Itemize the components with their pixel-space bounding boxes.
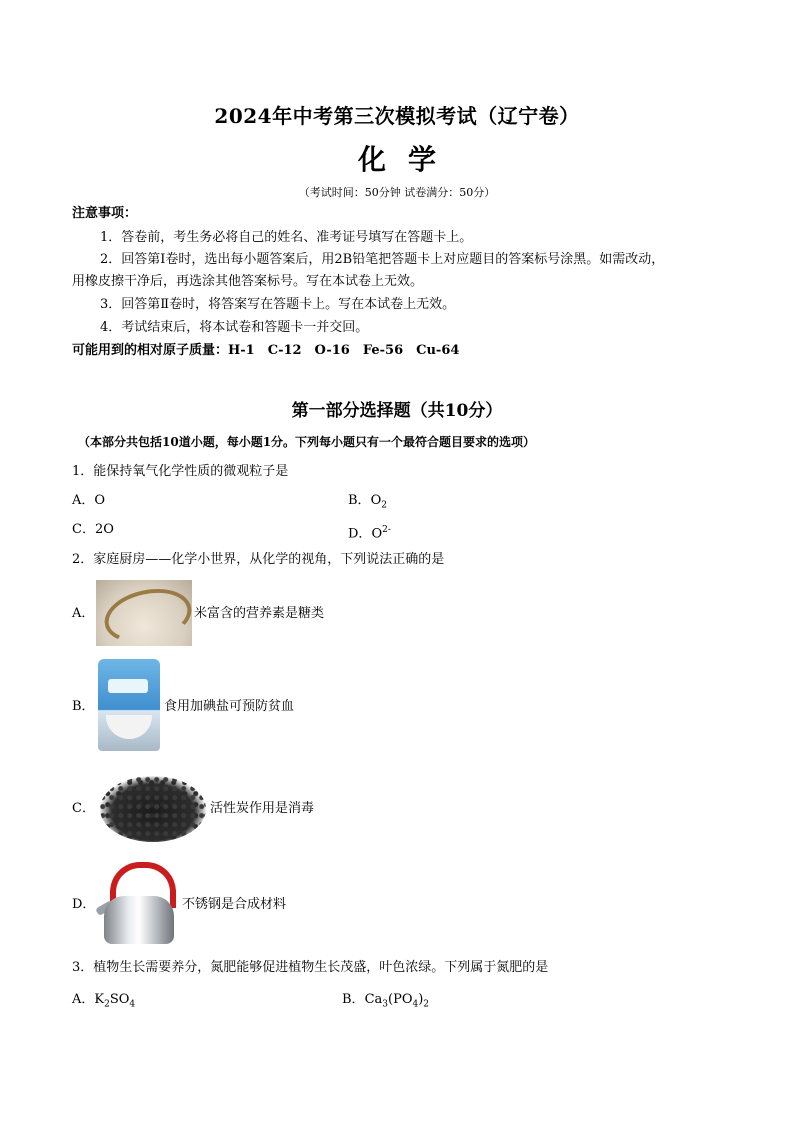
q1-option-c [72,520,114,540]
q2-b-label: B． [72,699,95,714]
notice-item-2: 2．回答第Ⅰ卷时，选出每小题答案后，用2B铅笔把答题卡上对应题目的答案标号涂黑。如需改动， [100,252,665,267]
q3-b-close: ) [418,992,424,1007]
atomic-masses: 可能用到的相对原子质量：H-1 C-12 O-16 Fe-56 Cu-64 [72,343,460,358]
q3-stem: 3．植物生长需要养分，氮肥能够促进植物生长茂盛，叶色浓绿。下列属于氮肥的是 [72,960,549,975]
q2-a-label: A． [72,606,95,621]
q3-b-label: B． [342,992,365,1007]
q1-option-a [72,491,105,511]
notice-item-4: 4．考试结束后，将本试卷和答题卡一并交回。 [100,320,369,335]
section-instruction: （本部分共包括10道小题，每小题1分。下列每小题只有一个最符合题目要求的选项） [78,435,536,449]
q2-a-text: 米富含的营养素是糖类 [194,606,325,621]
activated-carbon-image [96,770,210,848]
rice-image [96,580,192,646]
salt-bag-image [96,657,162,753]
exam-meta: （考试时间：50分钟 试卷满分：50分） [298,186,496,199]
subject-title: 化学 [357,143,458,176]
q2-b-text: 食用加碘盐可预防贫血 [164,699,295,714]
q3-option-b [342,990,429,1015]
q1-option-d [348,520,391,544]
q1-b-label: B． [348,493,371,508]
q2-stem: 2．家庭厨房——化学小世界，从化学的视角，下列说法正确的是 [72,552,445,567]
q1-d-label: D． [348,526,372,542]
q1-c-label: C． [72,522,95,537]
q3-option-a [72,990,135,1015]
q1-c-text: 2O [94,522,114,537]
q3-a-so-sub: 4 [129,999,136,1010]
q1-b-sub: 2 [381,500,387,511]
exam-title: 2024年中考第三次模拟考试（辽宁卷） [214,104,580,128]
section-title: 第一部分选择题（共10分） [291,401,503,421]
q1-option-b [348,491,387,516]
kettle-image [96,860,182,948]
q3-a-so: SO [109,992,130,1007]
q2-d-text: 不锈钢是合成材料 [182,897,287,912]
q1-stem: 1．能保持氧气化学性质的微观粒子是 [72,464,289,479]
q1-b-main: O [370,493,382,508]
q2-c-text: 活性炭作用是消毒 [210,801,315,816]
q1-d-sup: 2- [382,525,391,535]
q1-a-text: O [94,493,106,508]
notice-heading: 注意事项： [72,206,138,221]
q3-a-label: A． [72,992,95,1007]
notice-item-1: 1．答卷前，考生务必将自己的姓名、准考证号填写在答题卡上。 [100,230,473,245]
notice-item-2-cont: 用橡皮擦干净后，再选涂其他答案标号。写在本试卷上无效。 [72,274,424,289]
q1-d-main: O [371,526,383,542]
q3-a-k: K [94,992,105,1007]
q3-b-po-sub: 4 [412,999,419,1010]
q3-b-close-sub: 2 [423,999,430,1010]
q3-a-k-sub: 2 [104,999,110,1010]
q2-c-label: C． [72,801,95,816]
q2-d-label: D． [72,897,96,912]
notice-item-3: 3．回答第Ⅱ卷时，将答案写在答题卡上。写在本试卷上无效。 [100,297,456,312]
q3-b-ca-sub: 3 [382,999,388,1010]
q1-a-label: A． [72,493,95,508]
q3-b-ca: Ca [364,992,383,1007]
q3-b-po: (PO [388,992,413,1007]
